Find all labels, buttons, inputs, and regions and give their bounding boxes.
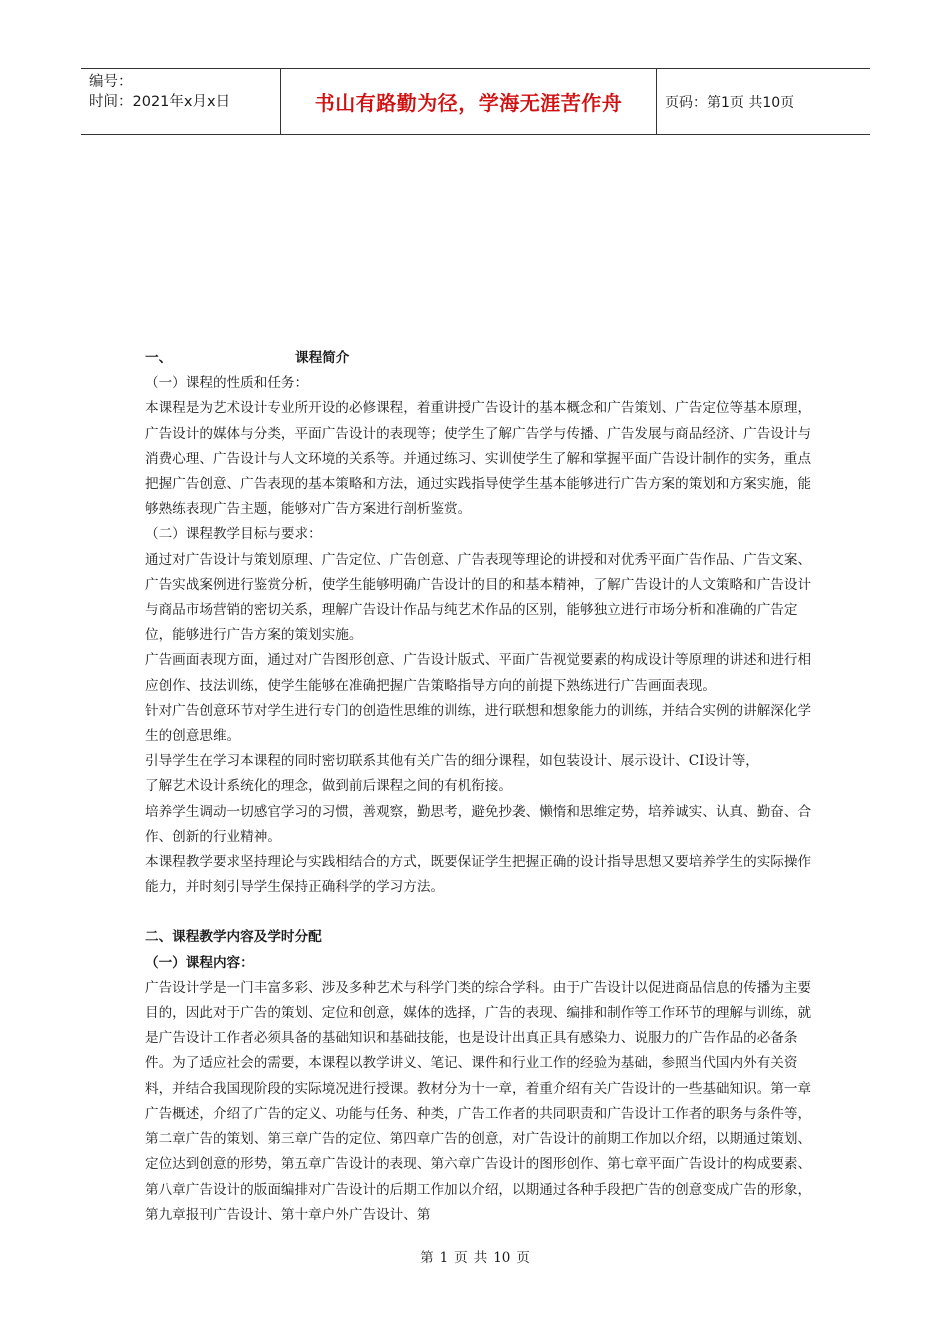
header-page-info: 页码：第1页 共10页 bbox=[665, 94, 795, 111]
date-line: 时间：2021年x月x日 bbox=[89, 94, 231, 110]
section1-para7: 本课程教学要求坚持理论与实践相结合的方式，既要保证学生把握正确的设计指导思想又要培养学生的实际操作能力，并时刻引导学生保持正确科学的学习方法。 bbox=[145, 854, 812, 896]
section1-sub2: （二）课程教学目标与要求： bbox=[145, 526, 322, 543]
section2-para1: 广告设计学是一门丰富多彩、涉及多种艺术与科学门类的综合学科。由于广告设计以促进商品信息的传播为主要目的，因此对于广告的策划、定位和创意，媒体的选择，广告的表现、编排和制作等工作环节的理解与训练，就是广告设计工作者必须具备的基础知识和基础技能，也是设计出真正具有感染力、说服力的广告作品的必备条件。为了适应社会的需要，本课程以教学讲义、笔记、课件和行业工作的经验为基础，参照当代国内外有关资料，并结合我国现阶段的实际境况进行授课。教材分为十一章，着重介绍有关广告设计的一些基础知识。第一章广告概述，介绍了广告的定义、功能与任务、种类，广告工作者的共同职责和广告设计工作者的职务与条件等，第二章广告的策划、第三章广告的定位、第四章广告的创意，对广告设计的前期工作加以介绍，以期通过策划、定位达到创意的形势，第五章广告设计的表现、第六章广告设计的图形创作、第七章平面广告设计的构成要素、第八章广告设计的版面编排对广告设计的后期工作加以介绍，以期通过各种手段把广告的创意变成广告的形象，第九章报刊广告设计、第十章户外广告设计、第 bbox=[145, 979, 812, 1223]
section1-para5b: 了解艺术设计系统化的理念，做到前后课程之间的有机衔接。 bbox=[145, 778, 513, 795]
code-label: 编号： bbox=[89, 74, 133, 90]
section2-heading: 二、课程教学内容及学时分配 bbox=[145, 929, 322, 946]
section-spacer bbox=[145, 900, 817, 925]
document-body bbox=[145, 346, 817, 1228]
header-meta bbox=[81, 69, 281, 134]
section1-title: 课程简介 bbox=[295, 350, 350, 366]
footer-total-pages: 10 bbox=[493, 1250, 511, 1266]
section1-sub1: （一）课程的性质和任务： bbox=[145, 375, 309, 392]
footer-di: 第 bbox=[420, 1250, 434, 1266]
footer-page-number: 1 bbox=[439, 1250, 449, 1266]
page-header bbox=[81, 68, 870, 135]
section1-para5a: 引导学生在学习本课程的同时密切联系其他有关广告的细分课程，如包装设计、展示设计、CI设计等， bbox=[145, 753, 759, 770]
footer-ye: 页 bbox=[454, 1250, 468, 1266]
section1-number: 一、 bbox=[145, 350, 173, 366]
footer-gong: 共 bbox=[473, 1250, 488, 1266]
section2-sub1: （一）课程内容： bbox=[145, 954, 254, 971]
section1-para4: 针对广告创意环节对学生进行专门的创造性思维的训练，进行联想和想象能力的训练，并结合实例的讲解深化学生的创意思维。 bbox=[145, 702, 812, 745]
section1-para3: 广告画面表现方面，通过对广告图形创意、广告设计版式、平面广告视觉要素的构成设计等原理的讲述和进行相应创作、技法训练，使学生能够在准确把握广告策略指导方向的前提下熟练进行广告画面表现。 bbox=[145, 652, 812, 694]
footer-ye-end: 页 bbox=[516, 1250, 530, 1266]
section1-heading bbox=[145, 346, 817, 371]
section1-para1: 本课程是为艺术设计专业所开设的必修课程，着重讲授广告设计的基本概念和广告策划、广告定位等基本原理，广告设计的媒体与分类，平面广告设计的表现等；使学生了解广告学与传播、广告发展与商品经济、广告设计与消费心理、广告设计与人文环境的关系等。并通过练习、实训使学生了解和掌握平面广告设计制作的实务，重点把握广告创意、广告表现的基本策略和方法，通过实践指导使学生基本能够进行广告方案的策划和方案实施，能够熟练表现广告主题，能够对广告方案进行剖析鉴赏。 bbox=[145, 400, 812, 518]
section1-para6: 培养学生调动一切感官学习的习惯，善观察，勤思考，避免抄袭、懒惰和思维定势，培养诚实、认真、勤奋、合作、创新的行业精神。 bbox=[145, 803, 812, 845]
header-motto: 书山有路勤为径，学海无涯苦作舟 bbox=[281, 69, 657, 134]
page-footer bbox=[0, 1246, 950, 1266]
section1-para2: 通过对广告设计与策划原理、广告定位、广告创意、广告表现等理论的讲授和对优秀平面广告作品、广告文案、广告实战案例进行鉴赏分析，使学生能够明确广告设计的目的和基本精神，了解广告设计的人文策略和广告设计与商品市场营销的密切关系，理解广告设计作品与纯艺术作品的区别，能够独立进行市场分析和准确的广告定位，能够进行广告方案的策划实施。 bbox=[145, 551, 812, 644]
